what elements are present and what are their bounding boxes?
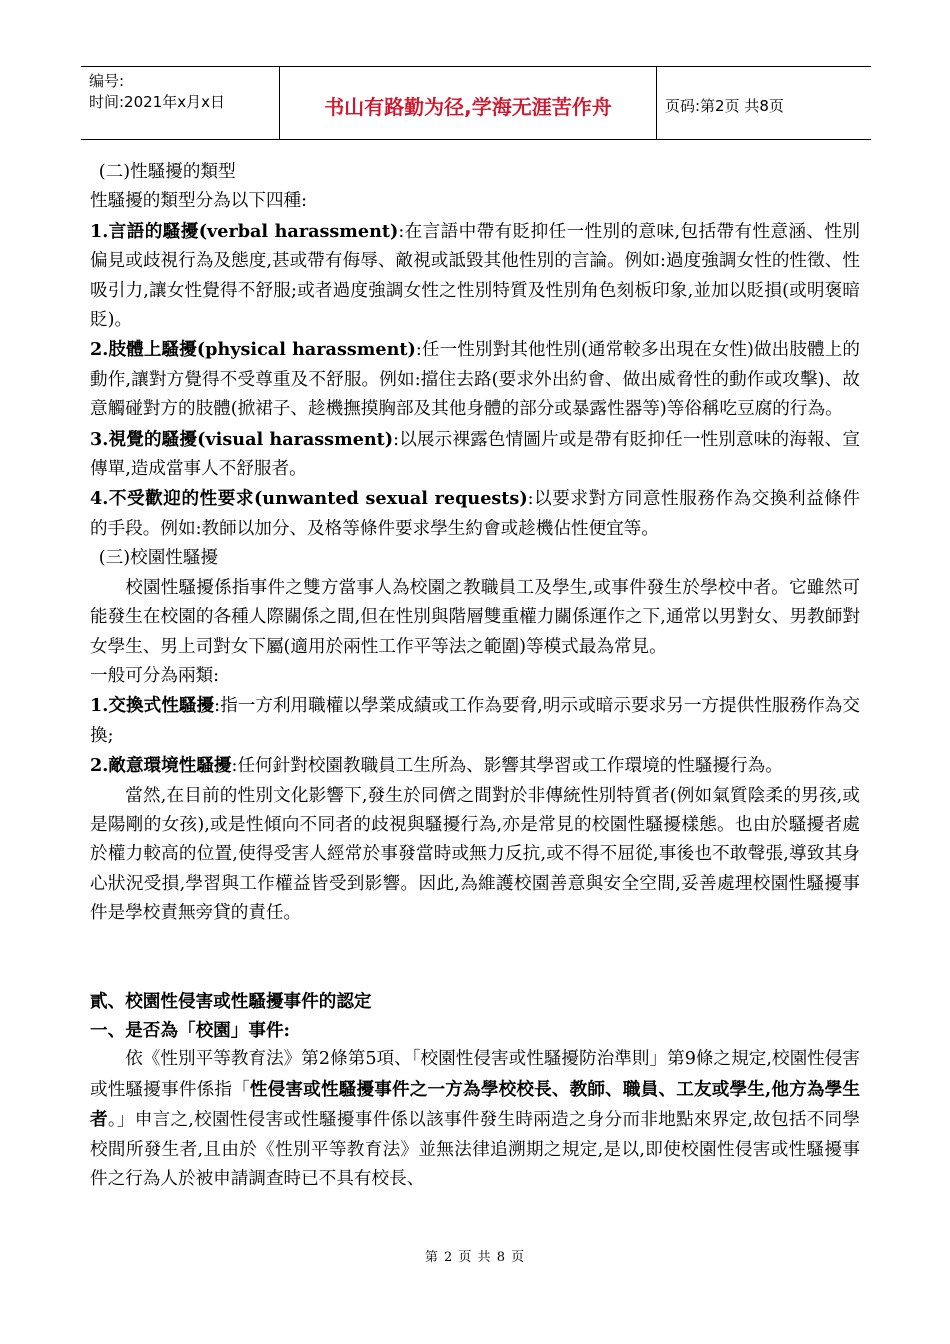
type-verbal <box>90 217 860 336</box>
type-physical-label: 2.肢體上騷擾(physical harassment) <box>90 339 416 361</box>
type-physical <box>90 335 860 424</box>
document-body <box>90 158 860 1194</box>
part2-paragraph-start: 依《性別平等教育法》第2條第5項、「校園性侵害或性騷擾防治準則」第9條之規定,校園性侵害或性騷擾事件係指「 <box>90 1049 860 1100</box>
header-meta <box>81 67 280 139</box>
type-visual-label: 3.視覺的騷擾(visual harassment) <box>90 428 394 450</box>
type-requests-label: 4.不受歡迎的性要求(unwanted sexual requests) <box>90 488 528 510</box>
category-hostile-environment-text: :任何針對校園教職員工生所為、影響其學習或工作環境的性騷擾行為。 <box>231 756 783 777</box>
category-hostile-environment <box>90 751 860 781</box>
category-quid-pro-quo-text: :指一方利用職權以學業成績或工作為要脅,明示或暗示要求另一方提供性服務作為交換; <box>90 696 860 746</box>
type-verbal-label: 1.言語的騷擾(verbal harassment) <box>90 220 399 242</box>
category-quid-pro-quo-label: 1.交換式性騷擾 <box>90 695 215 717</box>
type-requests-text: :以要求對方同意性服務作為交換利益條件的手段。例如:教師以加分、及格等條件要求學生約會或趁機佔性便宜等。 <box>90 489 860 539</box>
type-requests <box>90 484 860 544</box>
part2-subheading: 一、是否為「校園」事件: <box>90 1019 291 1041</box>
type-visual <box>90 425 860 485</box>
type-verbal-text: :在言語中帶有貶抑任一性別的意味,包括帶有性意涵、性別偏見或歧視行為及態度,甚或帶有侮辱、敵視或詆毀其他性別的言論。例如:過度強調女性的性徵、性吸引力,讓女性覺得不舒服;或者過度強調女性之性別特質及性別角色刻板印象,並加以貶損(或明褒暗貶)。 <box>90 221 860 331</box>
time-label: 时间:2021年x月x日 <box>89 93 225 111</box>
type-visual-text: :以展示裸露色情圖片或是帶有貶抑任一性別意味的海報、宣傳單,造成當事人不舒服者。 <box>90 429 860 480</box>
part2-paragraph <box>90 1045 860 1194</box>
section-spacer <box>90 929 860 987</box>
category-hostile-environment-label: 2.敵意環境性騷擾 <box>90 755 232 777</box>
campus-paragraph-1: 校園性騷擾係指事件之雙方當事人為校園之教職員工及學生,或事件發生於學校中者。它雖然可能發生在校園的各種人際關係之間,但在性別與階層雙重權力關係運作之下,通常以男對女、男教師對女學生、男上司對女下屬(適用於兩性工作平等法之範圍)等模式最為常見。 <box>90 577 860 657</box>
campus-paragraph-2: 當然,在目前的性別文化影響下,發生於同儕之間對於非傳統性別特質者(例如氣質陰柔的男孩,或是陽剛的女孩),或是性傾向不同者的歧視與騷擾行為,亦是常見的校園性騷擾樣態。也由於騷擾者處於權力較高的位置,使得受害人經常於事發當時或無力反抗,或不得不屈從,事後也不敢聲張,導致其身心狀況受損,學習與工作權益皆受到影響。因此,為維護校園善意與安全空間,妥善處理校園性騷擾事件是學校責無旁貸的責任。 <box>90 785 860 924</box>
types-intro: 性騷擾的類型分為以下四種: <box>90 191 308 212</box>
campus-categories-intro: 一般可分為兩類: <box>90 665 220 686</box>
part2-paragraph-end: 。」申言之,校園性侵害或性騷擾事件係以該事件發生時兩造之身分而非地點來界定,故包括不同學校間所發生者,且由於《性別平等教育法》並無法律追溯期之規定,是以,即使校園性侵害或性騷擾事件之行為人於被申請調查時已不具有校長、 <box>90 1110 860 1189</box>
number-label: 编号: <box>89 72 125 90</box>
type-physical-text: :任一性別對其他性別(通常較多出現在女性)做出肢體上的動作,讓對方覺得不受尊重及不舒服。例如:擋住去路(要求外出約會、做出威脅性的動作或攻擊)、故意觸碰對方的肢體(掀裙子、趁機撫摸胸部及其他身體的部分或暴露性器等)等俗稱吃豆腐的行為。 <box>90 340 860 420</box>
header-motto: 书山有路勤为径,学海无涯苦作舟 <box>280 67 657 139</box>
part2-heading: 貳、校園性侵害或性騷擾事件的認定 <box>90 990 372 1012</box>
header-page-info: 页码:第2页 共8页 <box>665 96 784 115</box>
section-heading-campus: (三)校園性騷擾 <box>98 548 219 569</box>
category-quid-pro-quo <box>90 691 860 751</box>
part2-paragraph-bold: 性侵害或性騷擾事件之一方為學校校長、教師、職員、工友或學生,他方為學生者 <box>90 1078 860 1131</box>
header-table <box>81 66 871 140</box>
page-footer: 第 2 页 共 8 页 <box>424 1250 526 1265</box>
section-heading-types: (二)性騷擾的類型 <box>98 162 236 182</box>
